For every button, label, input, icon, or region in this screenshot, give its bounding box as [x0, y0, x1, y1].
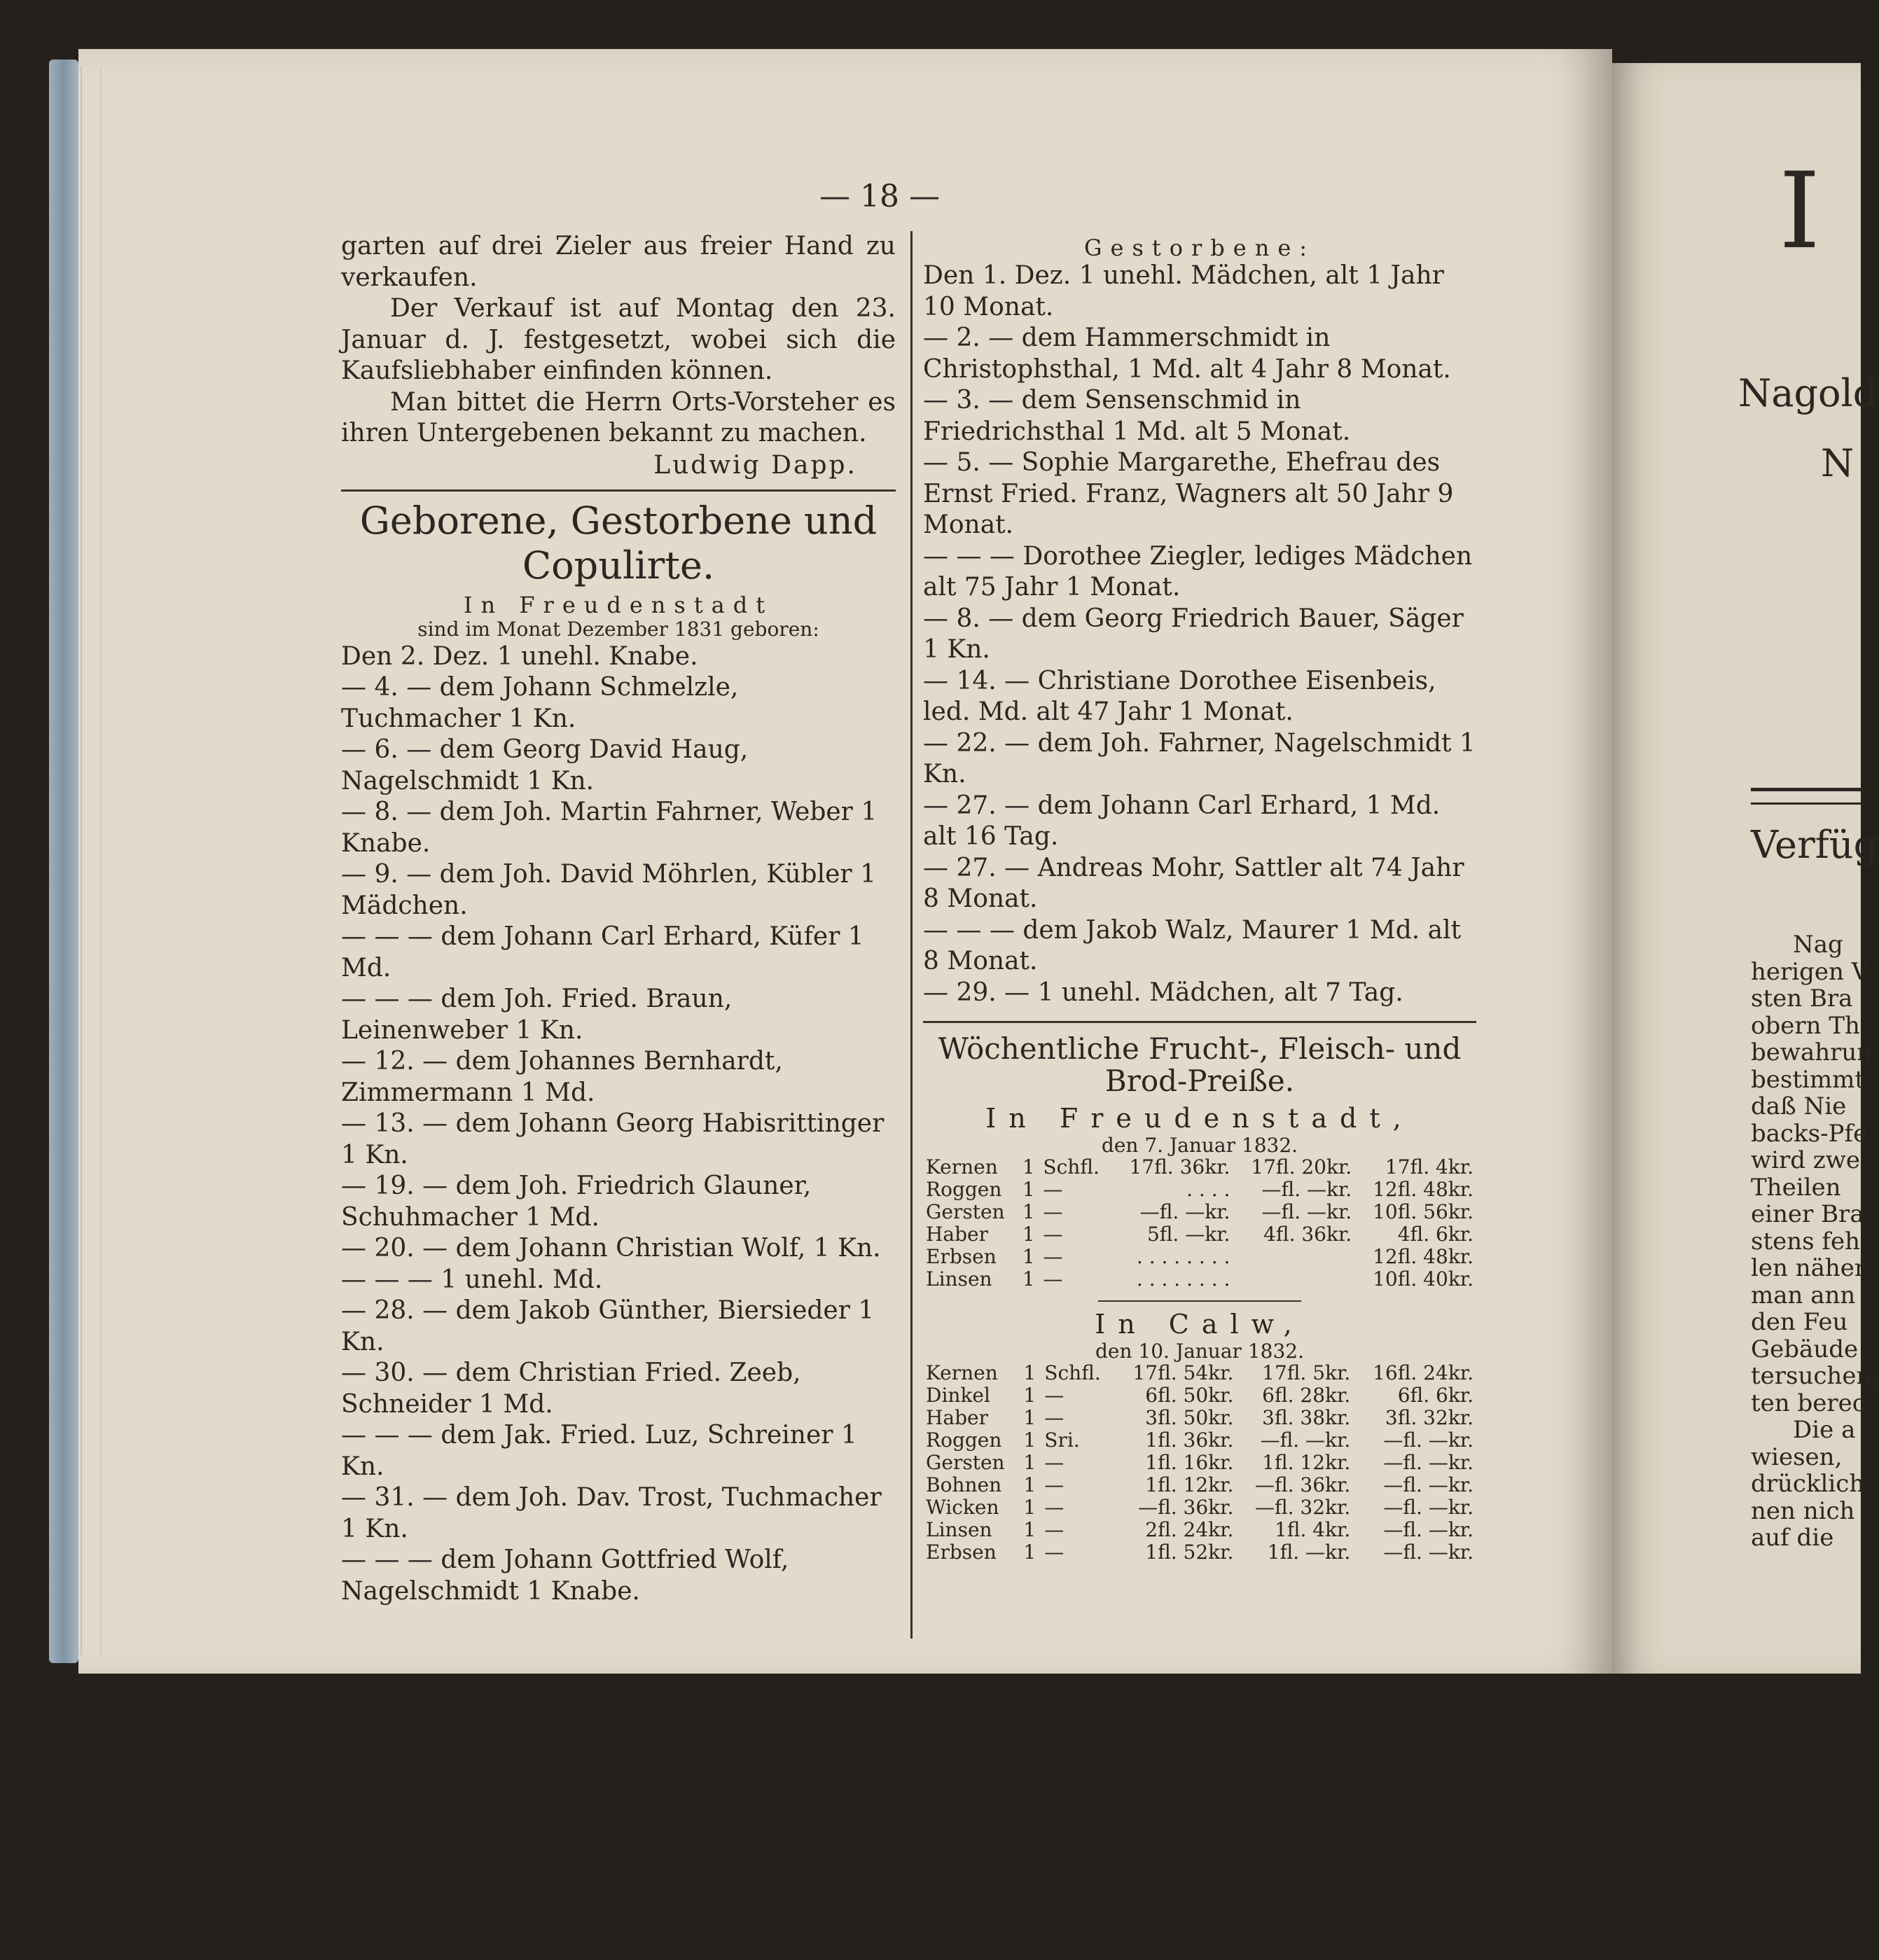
grain-name: Roggen [926, 1429, 1002, 1452]
price: —fl. 36kr. [1138, 1496, 1234, 1519]
death-entry: — 29. — 1 unehl. Mädchen, alt 7 Tag. [923, 978, 1403, 1007]
price-row [923, 1268, 1476, 1291]
price-row [923, 1474, 1476, 1496]
next-page-line: sten Bra [1751, 985, 1853, 1013]
price: —fl. —kr. [1383, 1518, 1474, 1541]
right-column [923, 231, 1476, 1564]
next-page-title-fragment: Nagold [1738, 371, 1878, 415]
unit: 1 [1023, 1406, 1036, 1429]
price: 1fl. 36kr. [1145, 1429, 1234, 1452]
book-cover-edge [49, 60, 78, 1663]
unit: 1 [1023, 1496, 1036, 1519]
unit: 1 [1023, 1384, 1036, 1407]
price-row [923, 1156, 1476, 1179]
place-heading: In Freudenstadt [463, 591, 774, 618]
birth-entry: — — — dem Johann Carl Erhard, Küfer 1 Md. [341, 922, 864, 982]
price: 2fl. 24kr. [1145, 1518, 1234, 1541]
grain-name: Erbsen [926, 1245, 997, 1268]
price-row [923, 1201, 1476, 1223]
unit: — [1044, 1384, 1065, 1407]
prices-rule [923, 1021, 1476, 1023]
next-page-line: drücklich [1751, 1470, 1865, 1498]
unit: 1 [1023, 1451, 1036, 1474]
next-page-line: len näher [1751, 1254, 1866, 1282]
birth-entry: — 13. — dem Johann Georg Habisrittinger 1 Kn. [341, 1109, 885, 1169]
births-intro: sind im Monat Dezember 1831 geboren: [417, 617, 819, 641]
price: —fl. —kr. [1383, 1451, 1474, 1474]
price: 17fl. 36kr. [1129, 1155, 1230, 1179]
price: 10fl. 56kr. [1373, 1200, 1474, 1223]
death-entry: — 14. — Christiane Dorothee Eisenbeis, led. Md. alt 47 Jahr 1 Monat. [923, 666, 1436, 726]
price: 1fl. 52kr. [1145, 1541, 1234, 1564]
price: 10fl. 40kr. [1373, 1267, 1474, 1291]
price: 1fl. —kr. [1267, 1541, 1351, 1564]
price: —fl. —kr. [1260, 1429, 1351, 1452]
price: 6fl. 50kr. [1145, 1384, 1234, 1407]
unit: — [1044, 1451, 1065, 1474]
price: . . . . . . . . [1136, 1267, 1230, 1291]
next-page-line: daß Nie [1751, 1092, 1847, 1120]
next-page-line: ten berec [1751, 1389, 1866, 1417]
grain-name: Gersten [926, 1451, 1005, 1474]
price-row [923, 1429, 1476, 1452]
unit: Schfl. [1044, 1361, 1101, 1384]
next-page-line: den Feu [1751, 1308, 1848, 1336]
unit: 1 [1022, 1200, 1035, 1223]
price: 1fl. 12kr. [1262, 1451, 1351, 1474]
births-list [341, 641, 896, 1608]
column-divider [910, 231, 913, 1639]
unit: 1 [1022, 1267, 1035, 1291]
next-page-subtitle-fragment: N [1821, 441, 1854, 485]
unit: 1 [1023, 1361, 1036, 1384]
death-entry: — — — Dorothee Ziegler, lediges Mädchen alt 75 Jahr 1 Monat. [923, 541, 1473, 602]
price: 17fl. 54kr. [1132, 1361, 1234, 1384]
grain-name: Wicken [926, 1496, 999, 1519]
next-page-line: einer Bra [1751, 1200, 1864, 1228]
birth-entry: — 12. — dem Johannes Bernhardt, Zimmermann 1 Md. [341, 1047, 783, 1107]
page-edge-lines [81, 67, 102, 1656]
birth-entry: — — — dem Johann Gottfried Wolf, Nagelschmidt 1 Knabe. [341, 1545, 789, 1606]
unit: — [1043, 1245, 1063, 1268]
unit: — [1044, 1541, 1065, 1564]
birth-entry: — — — dem Jak. Fried. Luz, Schreiner 1 Kn. [341, 1421, 857, 1481]
unit: Sri. [1044, 1429, 1080, 1452]
unit: Schfl. [1043, 1155, 1100, 1179]
birth-entry: — 8. — dem Joh. Martin Fahrner, Weber 1 Knabe. [341, 798, 878, 858]
unit: — [1043, 1200, 1063, 1223]
death-entry: — 27. — Andreas Mohr, Sattler alt 74 Jahr 8 Monat. [923, 853, 1464, 913]
price: 17fl. 20kr. [1251, 1155, 1352, 1179]
price: —fl. —kr. [1139, 1200, 1230, 1223]
price: —fl. —kr. [1383, 1541, 1474, 1564]
unit: — [1044, 1518, 1065, 1541]
grain-name: Gersten [926, 1200, 1005, 1223]
grain-name: Linsen [926, 1267, 992, 1291]
birth-entry: — 20. — dem Johann Christian Wolf, 1 Kn. [341, 1234, 881, 1263]
place-calw: In Calw, [1095, 1309, 1305, 1340]
price: 1fl. 12kr. [1145, 1473, 1234, 1496]
next-page-line: tersuchen, [1751, 1362, 1879, 1390]
price-table-freudenstadt [923, 1156, 1476, 1291]
unit: — [1043, 1178, 1063, 1201]
price: 17fl. 4kr. [1385, 1155, 1474, 1179]
next-page-line: herigen V [1751, 957, 1869, 986]
death-entry: — 22. — dem Joh. Fahrner, Nagelschmidt 1 Kn. [923, 728, 1476, 788]
grain-name: Linsen [926, 1518, 992, 1541]
next-page-line: wiesen, [1751, 1443, 1843, 1471]
unit: 1 [1022, 1245, 1035, 1268]
place-freudenstadt: In Freudenstadt, [985, 1103, 1414, 1134]
price: 12fl. 48kr. [1373, 1178, 1474, 1201]
death-entry: — 2. — dem Hammerschmidt in Christophsthal, 1 Md. alt 4 Jahr 8 Monat. [923, 324, 1451, 384]
price-row [923, 1452, 1476, 1474]
price-row [923, 1246, 1476, 1268]
death-entry: — — — dem Jakob Walz, Maurer 1 Md. alt 8 Monat. [923, 915, 1462, 975]
unit: 1 [1022, 1155, 1035, 1179]
price: —fl. —kr. [1383, 1496, 1474, 1519]
price-row [923, 1223, 1476, 1246]
price: 3fl. 32kr. [1385, 1406, 1474, 1429]
paragraph-date: Der Verkauf ist auf Montag den 23. Januar d. J. festgesetzt, wobei sich die Kaufsliebhaber einfinden können. [341, 294, 896, 385]
signature: Ludwig Dapp. [653, 450, 857, 480]
price: —fl. 36kr. [1254, 1473, 1351, 1496]
next-page-line: nen nich [1751, 1496, 1855, 1525]
price: —fl. —kr. [1261, 1178, 1352, 1201]
price: 6fl. 6kr. [1397, 1384, 1474, 1407]
price-row [923, 1362, 1476, 1384]
birth-entry: — 31. — dem Joh. Dav. Trost, Tuchmacher 1 Kn. [341, 1483, 882, 1543]
price: —fl. —kr. [1261, 1200, 1352, 1223]
unit: — [1044, 1473, 1065, 1496]
price: 1fl. 4kr. [1274, 1518, 1351, 1541]
birth-entry: — 4. — dem Johann Schmelzle, Tuchmacher 1 Kn. [341, 673, 739, 733]
grain-name: Kernen [926, 1155, 998, 1179]
grain-name: Bohnen [926, 1473, 1002, 1496]
unit: 1 [1023, 1541, 1036, 1564]
unit: — [1044, 1496, 1065, 1519]
grain-name: Haber [926, 1406, 988, 1429]
next-page-line: man ann [1751, 1281, 1856, 1309]
paragraph-sale: garten auf drei Zieler aus freier Hand zu verkaufen. [341, 232, 896, 292]
death-entry: — 5. — Sophie Margarethe, Ehefrau des Ernst Fried. Franz, Wagners alt 50 Jahr 9 Monat. [923, 448, 1454, 539]
price: 3fl. 50kr. [1145, 1406, 1234, 1429]
left-column [341, 231, 896, 1607]
next-page-line: bestimmt [1751, 1065, 1865, 1094]
price: 1fl. 16kr. [1145, 1451, 1234, 1474]
price-row [923, 1384, 1476, 1407]
price-row [923, 1496, 1476, 1519]
unit: 1 [1023, 1518, 1036, 1541]
deaths-heading: Gestorbene: [1083, 235, 1316, 261]
paragraph-request: Man bittet die Herrn Orts-Vorsteher es ihren Untergebenen bekannt zu machen. [341, 387, 896, 447]
next-page-heading-fragment: Verfüg [1751, 823, 1878, 867]
prices-title: Wöchentliche Frucht-, Fleisch- und Brod-Preiße. [938, 1031, 1462, 1098]
birth-entry: — 28. — dem Jakob Günther, Biersieder 1 Kn. [341, 1296, 875, 1356]
next-page-line: Gebäude [1751, 1335, 1859, 1363]
grain-name: Kernen [926, 1361, 998, 1384]
price [1233, 1246, 1354, 1268]
death-entry: Den 1. Dez. 1 unehl. Mädchen, alt 1 Jahr 10 Monat. [923, 261, 1444, 321]
death-entry: — 8. — dem Georg Friedrich Bauer, Säger 1 Kn. [923, 604, 1464, 664]
next-page-initial: I [1779, 151, 1821, 272]
birth-entry: — 19. — dem Joh. Friedrich Glauner, Schuhmacher 1 Md. [341, 1172, 812, 1232]
section-rule [341, 489, 896, 492]
date-freudenstadt: den 7. Januar 1832. [1101, 1134, 1298, 1157]
price-row [923, 1407, 1476, 1429]
unit: — [1044, 1406, 1065, 1429]
unit: 1 [1023, 1473, 1036, 1496]
birth-entry: — 30. — dem Christian Fried. Zeeb, Schneider 1 Md. [341, 1358, 801, 1419]
date-calw: den 10. Januar 1832. [1095, 1340, 1304, 1363]
price: 16fl. 24kr. [1373, 1361, 1474, 1384]
price: 6fl. 28kr. [1262, 1384, 1351, 1407]
unit: 1 [1022, 1178, 1035, 1201]
price [1233, 1268, 1354, 1291]
next-page-line: backs-Pfe [1751, 1119, 1868, 1148]
next-page-line: Nag [1793, 931, 1843, 959]
price: . . . . . . . . [1136, 1245, 1230, 1268]
table-separator [1098, 1300, 1301, 1302]
unit: 1 [1022, 1223, 1035, 1246]
next-page-line: Die a [1793, 1416, 1856, 1444]
unit: — [1043, 1267, 1063, 1291]
price-table-calw [923, 1362, 1476, 1564]
page-number: — 18 — [819, 179, 940, 214]
unit: 1 [1023, 1429, 1036, 1452]
price: 4fl. 6kr. [1397, 1223, 1474, 1246]
next-page-line: bewahrun [1751, 1038, 1873, 1066]
next-page-line: Theilen [1751, 1173, 1841, 1202]
birth-entry: Den 2. Dez. 1 unehl. Knabe. [341, 641, 698, 671]
next-page-line: obern Th [1751, 1011, 1860, 1040]
grain-name: Roggen [926, 1178, 1002, 1201]
price: 4fl. 36kr. [1263, 1223, 1352, 1246]
grain-name: Haber [926, 1223, 988, 1246]
unit: — [1043, 1223, 1063, 1246]
birth-entry: — 6. — dem Georg David Haug, Nagelschmidt 1 Kn. [341, 735, 749, 795]
deaths-list [923, 260, 1476, 1008]
next-page-line: stens feh [1751, 1227, 1860, 1256]
price: 3fl. 38kr. [1262, 1406, 1351, 1429]
birth-entry: — — — 1 unehl. Md. [341, 1265, 603, 1294]
price: . . . . [1186, 1178, 1230, 1201]
birth-entry: — 9. — dem Joh. David Möhrlen, Kübler 1 Mädchen. [341, 860, 876, 920]
grain-name: Erbsen [926, 1541, 997, 1564]
price-row [923, 1519, 1476, 1541]
price: 12fl. 48kr. [1373, 1245, 1474, 1268]
price: —fl. —kr. [1383, 1473, 1474, 1496]
birth-entry: — — — dem Joh. Fried. Braun, Leinenweber 1 Kn. [341, 985, 733, 1045]
price: —fl. 32kr. [1254, 1496, 1351, 1519]
death-entry: — 27. — dem Johann Carl Erhard, 1 Md. alt 16 Tag. [923, 791, 1441, 851]
next-page-line: auf die [1751, 1524, 1834, 1552]
price: 17fl. 5kr. [1262, 1361, 1351, 1384]
price: 5fl. —kr. [1146, 1223, 1230, 1246]
price: —fl. —kr. [1383, 1429, 1474, 1452]
price-row [923, 1541, 1476, 1564]
section-title: Geborene, Gestorbene und Copulirte. [359, 498, 878, 588]
next-page-line: wird zwe [1751, 1146, 1860, 1174]
price-row [923, 1179, 1476, 1201]
next-page-double-rule [1751, 788, 1863, 805]
grain-name: Dinkel [926, 1384, 990, 1407]
death-entry: — 3. — dem Sensenschmid in Friedrichsthal 1 Md. alt 5 Monat. [923, 386, 1351, 446]
